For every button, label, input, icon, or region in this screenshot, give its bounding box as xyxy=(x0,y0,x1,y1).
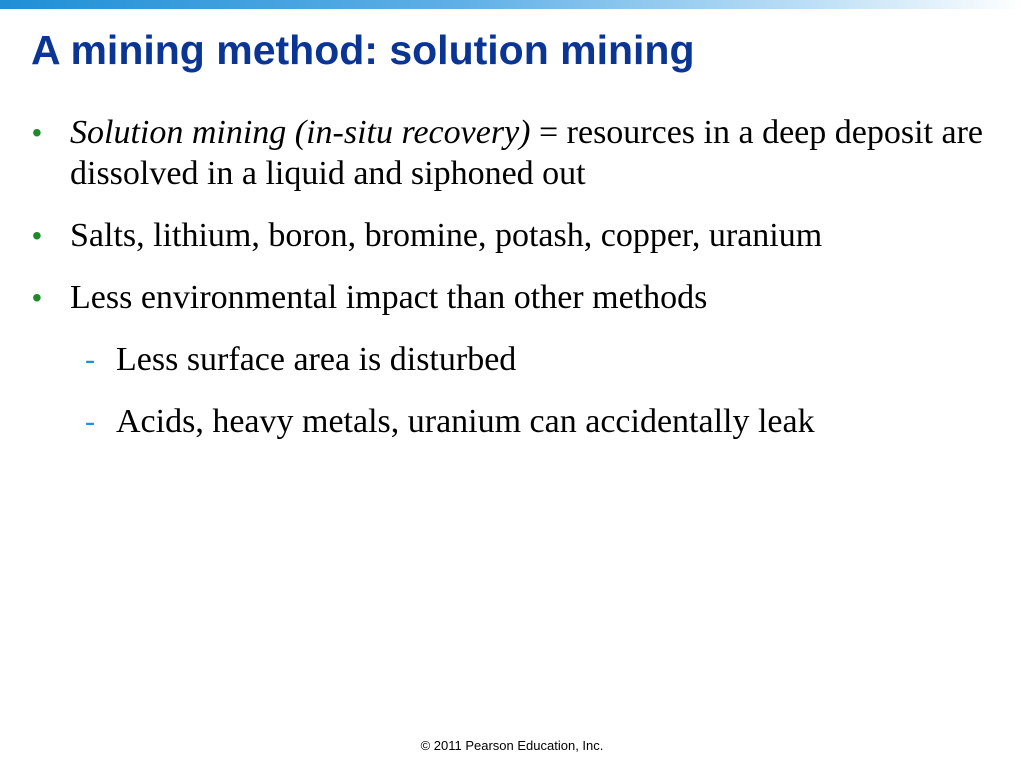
sub-bullet-text: Less surface area is disturbed xyxy=(116,341,517,378)
sub-bullet-item xyxy=(30,339,990,380)
copyright-footer: © 2011 Pearson Education, Inc. xyxy=(420,738,604,753)
bullet-text: = resources in a deep deposit are dissolved in a liquid and siphoned out xyxy=(70,114,983,192)
bullet-marker-icon: • xyxy=(32,117,42,148)
bullet-item xyxy=(30,215,990,256)
sub-bullet-text: Acids, heavy metals, uranium can accidentally leak xyxy=(116,403,815,440)
bullet-marker-icon: • xyxy=(32,282,42,313)
bullet-item xyxy=(30,112,990,194)
sub-bullet-item xyxy=(30,401,990,442)
bullet-text: Less environmental impact than other methods xyxy=(70,279,708,316)
top-accent-bar xyxy=(0,0,1024,9)
slide-title: A mining method: solution mining xyxy=(31,27,695,73)
dash-marker-icon: - xyxy=(85,405,95,438)
bullet-list xyxy=(30,112,990,463)
bullet-item xyxy=(30,277,990,318)
bullet-text: Salts, lithium, boron, bromine, potash, copper, uranium xyxy=(70,217,823,254)
bullet-marker-icon: • xyxy=(32,220,42,251)
dash-marker-icon: - xyxy=(85,343,95,376)
bullet-term: Solution mining (in-situ recovery) xyxy=(70,114,531,151)
